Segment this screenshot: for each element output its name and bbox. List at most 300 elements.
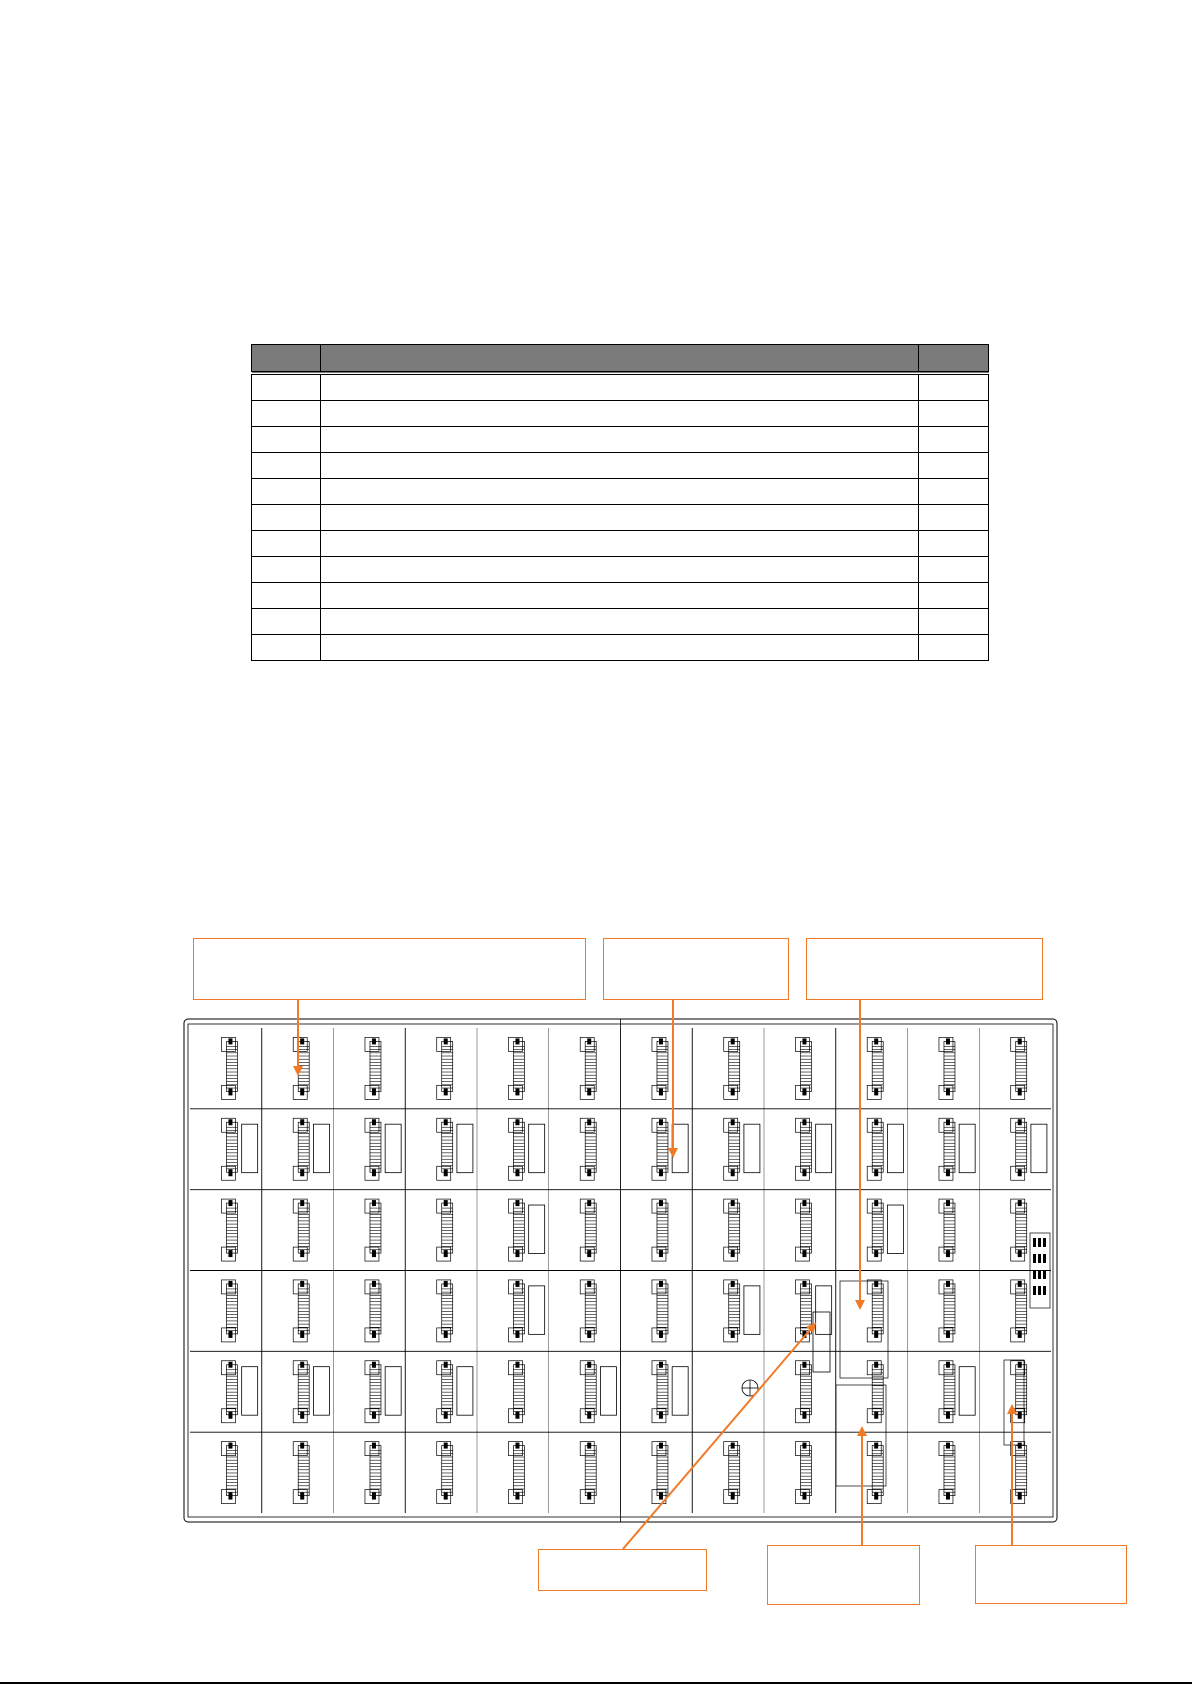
module-mark xyxy=(874,1362,878,1368)
module-bottom-pad xyxy=(437,1166,451,1180)
module-body xyxy=(1016,1203,1027,1253)
module-top-pad xyxy=(867,1361,881,1375)
module-mark xyxy=(515,1038,519,1044)
module-footprint xyxy=(437,1361,453,1423)
module-mark xyxy=(228,1088,232,1095)
module-top-pad xyxy=(724,1199,738,1213)
module-mark xyxy=(228,1493,232,1500)
module-mark xyxy=(300,1200,304,1206)
side-connector-pin xyxy=(1043,1270,1046,1279)
header-cell-3 xyxy=(919,345,989,374)
module-mark xyxy=(731,1200,735,1206)
module-bottom-pad xyxy=(795,1166,809,1180)
crystal-component xyxy=(742,1380,758,1396)
module-bottom-pad xyxy=(652,1328,666,1342)
module-mark xyxy=(802,1443,806,1449)
module-top-pad xyxy=(221,1037,235,1051)
module-footprint xyxy=(795,1199,811,1261)
module-mark xyxy=(874,1200,878,1206)
module-footprint xyxy=(580,1442,596,1504)
module-body xyxy=(1016,1041,1027,1091)
table-cell xyxy=(321,373,919,401)
side-connector-pin xyxy=(1033,1270,1036,1279)
module-body xyxy=(442,1284,453,1334)
module-body xyxy=(513,1446,524,1496)
module-mark xyxy=(946,1443,950,1449)
table-cell xyxy=(919,427,989,453)
module-bottom-pad xyxy=(867,1166,881,1180)
module-bottom-pad xyxy=(365,1328,379,1342)
module-mark xyxy=(946,1331,950,1338)
module-bottom-pad xyxy=(580,1409,594,1423)
tall-component xyxy=(600,1367,616,1416)
module-mark xyxy=(659,1200,663,1206)
module-body xyxy=(513,1365,524,1415)
module-bottom-pad xyxy=(221,1409,235,1423)
module-footprint xyxy=(580,1037,596,1099)
module-mark xyxy=(731,1250,735,1257)
module-top-pad xyxy=(1011,1442,1025,1456)
module-body xyxy=(370,1122,381,1172)
module-mark xyxy=(874,1250,878,1257)
module-footprint xyxy=(221,1199,237,1261)
module-footprint xyxy=(1011,1361,1027,1423)
module-mark xyxy=(515,1119,519,1125)
module-top-pad xyxy=(867,1280,881,1294)
table-cell xyxy=(252,531,321,557)
module-mark xyxy=(444,1362,448,1368)
table-cell xyxy=(252,505,321,531)
module-mark xyxy=(515,1169,519,1176)
module-footprint xyxy=(293,1037,309,1099)
module-body xyxy=(872,1122,883,1172)
module-mark xyxy=(731,1038,735,1044)
module-bottom-pad xyxy=(437,1409,451,1423)
module-mark xyxy=(587,1493,591,1500)
module-footprint xyxy=(508,1280,524,1342)
processor-board xyxy=(840,1281,888,1378)
module-bottom-pad xyxy=(867,1328,881,1342)
module-body xyxy=(585,1284,596,1334)
module-footprint xyxy=(867,1442,883,1504)
module-bottom-pad xyxy=(724,1085,738,1099)
tall-component xyxy=(816,1286,832,1335)
module-mark xyxy=(444,1412,448,1419)
module-footprint xyxy=(867,1280,883,1342)
callout-box-top-left xyxy=(193,938,586,1000)
table-cell xyxy=(321,635,919,661)
module-bottom-pad xyxy=(939,1247,953,1261)
module-top-pad xyxy=(508,1361,522,1375)
module-top-pad xyxy=(580,1280,594,1294)
module-body xyxy=(729,1041,740,1091)
module-bottom-pad xyxy=(508,1085,522,1099)
side-connector-pin xyxy=(1038,1238,1041,1247)
module-footprint xyxy=(365,1442,381,1504)
module-bottom-pad xyxy=(724,1490,738,1504)
module-bottom-pad xyxy=(365,1409,379,1423)
module-footprint xyxy=(365,1199,381,1261)
module-mark xyxy=(731,1119,735,1125)
module-bottom-pad xyxy=(795,1328,809,1342)
side-connector-pin xyxy=(1038,1254,1041,1263)
module-top-pad xyxy=(724,1037,738,1051)
module-top-pad xyxy=(580,1199,594,1213)
module-mark xyxy=(300,1362,304,1368)
module-body xyxy=(298,1041,309,1091)
module-mark xyxy=(372,1119,376,1125)
module-mark xyxy=(587,1412,591,1419)
module-mark xyxy=(515,1362,519,1368)
module-top-pad xyxy=(293,1361,307,1375)
module-body xyxy=(226,1203,237,1253)
callout-leader-lines xyxy=(298,1000,1012,1549)
module-mark xyxy=(444,1169,448,1176)
module-body xyxy=(585,1446,596,1496)
table-row xyxy=(252,453,989,479)
table-cell xyxy=(252,427,321,453)
module-body xyxy=(298,1122,309,1172)
tall-component xyxy=(887,1124,903,1173)
module-mark xyxy=(587,1119,591,1125)
module-bottom-pad xyxy=(1011,1328,1025,1342)
module-footprint xyxy=(580,1361,596,1423)
module-bottom-pad xyxy=(580,1085,594,1099)
table-cell xyxy=(252,635,321,661)
module-footprint xyxy=(437,1199,453,1261)
module-mark xyxy=(874,1443,878,1449)
module-mark xyxy=(874,1119,878,1125)
module-mark xyxy=(300,1169,304,1176)
module-body xyxy=(513,1284,524,1334)
module-top-pad xyxy=(1011,1118,1025,1132)
table-cell xyxy=(252,453,321,479)
module-mark xyxy=(1018,1281,1022,1287)
module-footprint xyxy=(795,1442,811,1504)
module-mark xyxy=(946,1200,950,1206)
module-mark xyxy=(587,1362,591,1368)
table-cell xyxy=(321,505,919,531)
module-top-pad xyxy=(652,1037,666,1051)
module-mark xyxy=(515,1412,519,1419)
module-body xyxy=(442,1203,453,1253)
table-cell xyxy=(252,373,321,401)
header-cell-2 xyxy=(321,345,919,374)
module-footprint xyxy=(508,1199,524,1261)
module-body xyxy=(1016,1284,1027,1334)
module-footprint xyxy=(293,1199,309,1261)
module-mark xyxy=(444,1119,448,1125)
module-body xyxy=(657,1041,668,1091)
module-footprint xyxy=(437,1037,453,1099)
module-bottom-pad xyxy=(293,1085,307,1099)
module-top-pad xyxy=(437,1199,451,1213)
page-bottom-rule xyxy=(0,1682,1192,1684)
tall-component xyxy=(816,1124,832,1173)
module-mark xyxy=(300,1443,304,1449)
module-bottom-pad xyxy=(437,1247,451,1261)
module-bottom-pad xyxy=(724,1328,738,1342)
tall-component xyxy=(959,1367,975,1416)
module-bottom-pad xyxy=(795,1247,809,1261)
module-footprint xyxy=(1011,1037,1027,1099)
callout-box-top-right xyxy=(806,938,1043,1000)
module-top-pad xyxy=(437,1442,451,1456)
module-footprint xyxy=(867,1361,883,1423)
module-mark xyxy=(515,1281,519,1287)
module-top-pad xyxy=(437,1361,451,1375)
module-top-pad xyxy=(580,1118,594,1132)
module-mark xyxy=(1018,1200,1022,1206)
module-mark xyxy=(802,1412,806,1419)
side-connector xyxy=(1030,1233,1050,1308)
module-mark xyxy=(1018,1088,1022,1095)
module-mark xyxy=(587,1331,591,1338)
module-body xyxy=(657,1203,668,1253)
module-top-pad xyxy=(580,1442,594,1456)
module-footprint xyxy=(365,1280,381,1342)
table-cell xyxy=(919,401,989,427)
module-bottom-pad xyxy=(293,1490,307,1504)
module-bottom-pad xyxy=(652,1490,666,1504)
module-mark xyxy=(587,1088,591,1095)
module-bottom-pad xyxy=(293,1166,307,1180)
module-top-pad xyxy=(293,1199,307,1213)
tall-component xyxy=(529,1205,545,1254)
module-mark xyxy=(372,1250,376,1257)
table-cell xyxy=(919,531,989,557)
module-top-pad xyxy=(795,1280,809,1294)
module-mark xyxy=(515,1088,519,1095)
module-top-pad xyxy=(221,1118,235,1132)
module-top-pad xyxy=(867,1199,881,1213)
module-mark xyxy=(731,1281,735,1287)
module-mark xyxy=(300,1038,304,1044)
module-top-pad xyxy=(365,1442,379,1456)
table-cell xyxy=(919,373,989,401)
module-mark xyxy=(228,1443,232,1449)
module-footprint xyxy=(939,1280,955,1342)
module-bottom-pad xyxy=(939,1166,953,1180)
module-body xyxy=(226,1284,237,1334)
module-top-pad xyxy=(221,1280,235,1294)
tall-component xyxy=(1031,1124,1047,1173)
board-inner-edge xyxy=(188,1024,1053,1517)
side-connector-pin xyxy=(1043,1254,1046,1263)
module-body xyxy=(585,1041,596,1091)
tall-component xyxy=(959,1124,975,1173)
module-mark xyxy=(444,1331,448,1338)
module-bottom-pad xyxy=(437,1085,451,1099)
module-bottom-pad xyxy=(365,1166,379,1180)
board-extra-components xyxy=(242,1124,1050,1486)
module-top-pad xyxy=(1011,1361,1025,1375)
module-bottom-pad xyxy=(939,1085,953,1099)
module-mark xyxy=(515,1331,519,1338)
module-mark xyxy=(802,1169,806,1176)
module-top-pad xyxy=(508,1118,522,1132)
module-footprint xyxy=(293,1280,309,1342)
module-top-pad xyxy=(293,1118,307,1132)
module-footprint xyxy=(724,1442,740,1504)
module-footprint xyxy=(795,1361,811,1423)
module-body xyxy=(657,1365,668,1415)
side-connector-pin xyxy=(1038,1286,1041,1295)
module-mark xyxy=(444,1443,448,1449)
module-mark xyxy=(372,1493,376,1500)
tall-component xyxy=(744,1124,760,1173)
module-footprint xyxy=(939,1361,955,1423)
module-footprint xyxy=(437,1280,453,1342)
module-body xyxy=(944,1284,955,1334)
module-body xyxy=(1016,1446,1027,1496)
module-footprint xyxy=(1011,1199,1027,1261)
module-body xyxy=(442,1041,453,1091)
module-body xyxy=(370,1365,381,1415)
callout-box-bottom-left xyxy=(538,1549,707,1591)
module-top-pad xyxy=(365,1361,379,1375)
tall-component xyxy=(457,1124,473,1173)
module-footprint xyxy=(365,1037,381,1099)
side-connector-pin xyxy=(1033,1254,1036,1263)
module-mark xyxy=(228,1038,232,1044)
module-top-pad xyxy=(365,1199,379,1213)
module-footprint xyxy=(293,1118,309,1180)
module-bottom-pad xyxy=(293,1328,307,1342)
tall-component xyxy=(457,1367,473,1416)
module-bottom-pad xyxy=(365,1247,379,1261)
module-footprint xyxy=(365,1118,381,1180)
module-bottom-pad xyxy=(221,1490,235,1504)
module-mark xyxy=(228,1250,232,1257)
module-mark xyxy=(228,1281,232,1287)
module-bottom-pad xyxy=(724,1247,738,1261)
module-mark xyxy=(802,1200,806,1206)
table-row xyxy=(252,401,989,427)
module-footprint xyxy=(652,1199,668,1261)
module-top-pad xyxy=(580,1037,594,1051)
module-footprint xyxy=(795,1280,811,1342)
module-footprint xyxy=(795,1118,811,1180)
module-body xyxy=(800,1041,811,1091)
module-footprint xyxy=(221,1361,237,1423)
callout-leader-arrow xyxy=(623,1324,815,1549)
module-body xyxy=(442,1446,453,1496)
board-outer-edge xyxy=(184,1019,1057,1522)
module-mark xyxy=(587,1443,591,1449)
module-top-pad xyxy=(1011,1280,1025,1294)
module-bottom-pad xyxy=(867,1490,881,1504)
module-top-pad xyxy=(652,1199,666,1213)
module-bottom-pad xyxy=(221,1328,235,1342)
module-footprint xyxy=(652,1118,668,1180)
module-mark xyxy=(372,1443,376,1449)
table-cell xyxy=(919,479,989,505)
tall-component xyxy=(385,1124,401,1173)
module-footprint xyxy=(1011,1280,1027,1342)
module-mark xyxy=(300,1493,304,1500)
module-mark xyxy=(802,1493,806,1500)
tall-component xyxy=(744,1286,760,1335)
table-cell xyxy=(321,479,919,505)
module-mark xyxy=(300,1331,304,1338)
module-body xyxy=(1016,1365,1027,1415)
module-top-pad xyxy=(939,1037,953,1051)
module-bottom-pad xyxy=(652,1247,666,1261)
module-mark xyxy=(946,1088,950,1095)
module-mark xyxy=(659,1362,663,1368)
module-body xyxy=(513,1203,524,1253)
module-body xyxy=(944,1041,955,1091)
module-bottom-pad xyxy=(724,1166,738,1180)
table-cell xyxy=(252,609,321,635)
module-body xyxy=(800,1122,811,1172)
module-footprint xyxy=(221,1037,237,1099)
module-mark xyxy=(1018,1493,1022,1500)
module-mark xyxy=(946,1362,950,1368)
table-cell xyxy=(321,427,919,453)
table-cell xyxy=(252,401,321,427)
module-mark xyxy=(587,1169,591,1176)
module-mark xyxy=(515,1443,519,1449)
module-bottom-pad xyxy=(939,1328,953,1342)
module-body xyxy=(370,1284,381,1334)
module-top-pad xyxy=(724,1118,738,1132)
module-mark xyxy=(444,1200,448,1206)
tall-component xyxy=(313,1367,329,1416)
module-mark xyxy=(300,1281,304,1287)
module-mark xyxy=(802,1119,806,1125)
table-cell xyxy=(321,609,919,635)
module-mark xyxy=(300,1088,304,1095)
module-mark xyxy=(659,1169,663,1176)
module-mark xyxy=(372,1169,376,1176)
table-cell xyxy=(919,505,989,531)
side-connector-pin xyxy=(1033,1286,1036,1295)
module-mark xyxy=(372,1412,376,1419)
module-bottom-pad xyxy=(580,1247,594,1261)
module-mark xyxy=(659,1493,663,1500)
module-mark xyxy=(802,1331,806,1338)
module-top-pad xyxy=(652,1442,666,1456)
module-body xyxy=(872,1041,883,1091)
module-mark xyxy=(372,1281,376,1287)
module-mark xyxy=(659,1119,663,1125)
module-body xyxy=(298,1365,309,1415)
module-bottom-pad xyxy=(221,1166,235,1180)
module-bottom-pad xyxy=(867,1409,881,1423)
module-bottom-pad xyxy=(508,1247,522,1261)
module-top-pad xyxy=(939,1442,953,1456)
module-bottom-pad xyxy=(795,1409,809,1423)
module-body xyxy=(226,1041,237,1091)
module-top-pad xyxy=(437,1280,451,1294)
module-top-pad xyxy=(867,1442,881,1456)
module-footprint xyxy=(437,1118,453,1180)
module-bottom-pad xyxy=(652,1166,666,1180)
module-mark xyxy=(444,1088,448,1095)
module-mark xyxy=(1018,1443,1022,1449)
module-footprint xyxy=(724,1118,740,1180)
module-bottom-pad xyxy=(221,1085,235,1099)
module-mark xyxy=(444,1038,448,1044)
module-mark xyxy=(228,1331,232,1338)
module-body xyxy=(944,1203,955,1253)
module-body xyxy=(729,1203,740,1253)
module-mark xyxy=(731,1169,735,1176)
module-mark xyxy=(659,1412,663,1419)
module-mark xyxy=(444,1493,448,1500)
